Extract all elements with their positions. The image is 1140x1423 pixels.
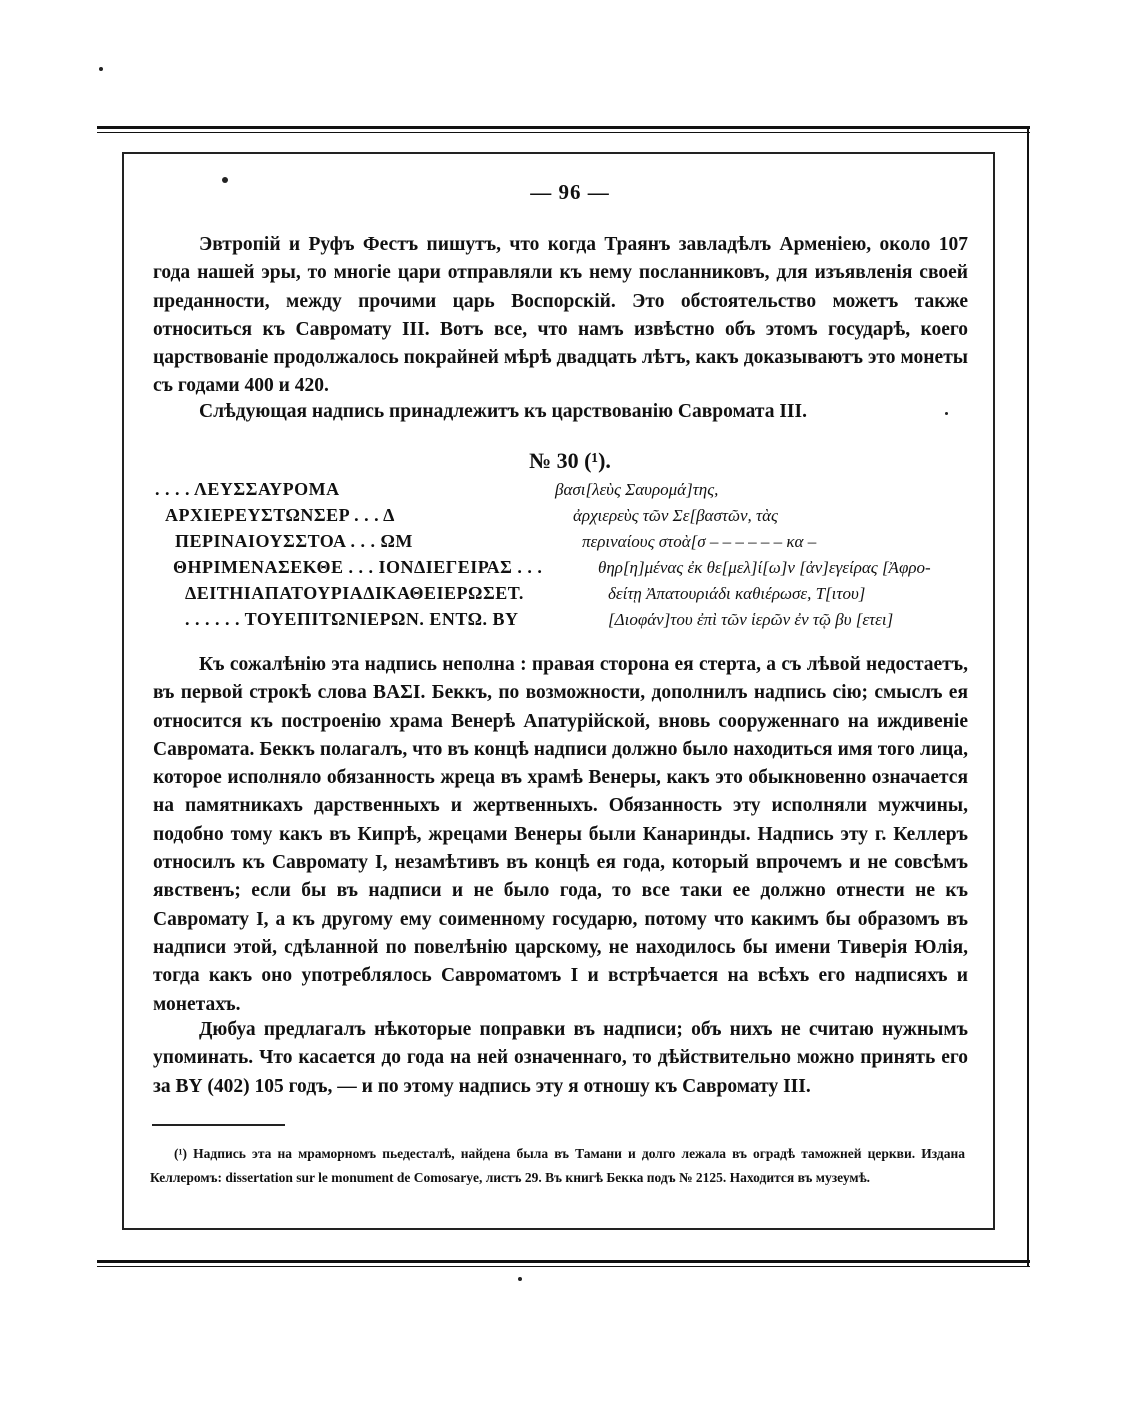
inscription-line-5: ΔΕΙΤΗΙΑΠΑΤΟΥΡΙΑΔΙΚΑΘΕΙΕΡΩΣΕΤ. bbox=[185, 583, 524, 603]
ink-speck bbox=[99, 67, 103, 71]
restoration-line-2: ἀρχιερεὺς τῶν Σε[βαστῶν, τὰς bbox=[573, 506, 778, 525]
inscription-line-2: ΑΡΧΙΕΡΕΥΣΤΩΝΣΕΡ . . . Δ bbox=[165, 505, 395, 525]
top-rule bbox=[97, 126, 1030, 129]
inscription-heading: № 30 (¹). bbox=[529, 448, 611, 473]
paragraph-1: Эвтропій и Руфъ Фестъ пишутъ, что когда Траянъ завладѣлъ Арменіею, около 107 года нашей эры, то многіе цари отправляли къ нему посланниковъ, для изъявленія своей преданности, между прочими царь Воспорскій. Это обстоятельство можетъ также относиться къ Савромату III. Вотъ все, что намъ извѣстно объ этомъ государѣ, коего царствованіе продолжалось покрайней мѣрѣ двадцать лѣтъ, какъ доказываютъ это монеты съ годами 400 и 420. bbox=[153, 234, 968, 397]
inscription-line-6: . . . . . . ΤΟΥΕΠΙΤΩΝΙΕΡΩΝ. ΕΝΤΩ. ΒΥ bbox=[185, 609, 519, 629]
restoration-line-1: βασι[λεὺς Σαυρομά]της, bbox=[555, 480, 719, 499]
page-number: — 96 — bbox=[530, 180, 610, 204]
footnote-separator bbox=[152, 1124, 285, 1126]
footnote: (¹) Надпись эта на мраморномъ пьедесталѣ, найдена была въ Тамани и долго лежала въ оградѣ таможней церкви. Издана Келлеромъ: dissertation sur le monument de Comosarye, листъ 29. Въ книгѣ Бекка подъ № 2125. Находится въ музеумѣ. bbox=[150, 1146, 965, 1185]
inscription-line-4: ΘΗΡΙΜΕΝΑΣΕΚΘΕ . . . ΙΟΝΔΙΕΓΕΙΡΑΣ . . . bbox=[173, 557, 543, 577]
right-rule bbox=[1027, 126, 1029, 1266]
paragraph-3: Къ сожалѣнію эта надпись неполна : правая сторона ея стерта, а съ лѣвой недостаетъ, въ первой строкѣ слова ΒΑΣΙ. Беккъ, по возможности, дополнилъ надпись сію; смыслъ ея относится къ построенію храма Венерѣ Апатурійской, вновь сооруженнаго на иждивеніе Савромата. Беккъ полагалъ, что въ концѣ надписи должно было находиться имя того лица, которое исполняло обязанность жреца въ храмѣ Венеры, какъ это обыкновенно означается на памятникахъ дарственныхъ и жертвенныхъ. Обязанность эту исполняли мужчины, подобно тому какъ въ Кипрѣ, жрецами Венеры были Канаринды. Надпись эту г. Келлеръ относилъ къ Савромату I, незамѣтивъ въ концѣ ея года, который впрочемъ и не совсѣмъ явственъ; если бы въ надписи и не было года, то все таки ее должно отнести не къ Савромату I, а къ другому ему соименному государю, потому что какимъ бы образомъ въ надписи этой, сдѣланной по повелѣнію царскому, не находилось бы имени Тиверія Юлія, тогда какъ оно употреблялось Савроматомъ I и встрѣчается на всѣхъ его надписяхъ и монетахъ. bbox=[153, 654, 968, 1015]
bottom-rule-thin bbox=[97, 1266, 1030, 1267]
paragraph-2: Слѣдующая надпись принадлежитъ къ царствованію Савромата III. bbox=[199, 401, 807, 422]
ink-speck bbox=[518, 1277, 522, 1281]
inscription-line-1: . . . . ΛΕΥΣΣΑΥΡΟΜΑ bbox=[155, 479, 340, 499]
inscription-line-3: ΠΕΡΙΝΑΙΟΥΣΣΤΟΑ . . . ΩΜ bbox=[175, 531, 413, 551]
top-rule-thin bbox=[97, 132, 1030, 133]
bottom-rule bbox=[97, 1260, 1030, 1263]
restoration-line-4: θηρ[η]μένας ἐκ θε[μελ]ί[ω]ν [ἀν]εγείρας [Ἀφρο- bbox=[598, 558, 931, 577]
restoration-line-5: δείτῃ Ἀπατουριάδι καθιέρωσε, Τ[ιτου] bbox=[608, 584, 866, 603]
restoration-line-3: περιναίους στοὰ[σ – – – – – – κα – bbox=[582, 532, 817, 551]
paragraph-4: Дюбуа предлагалъ нѣкоторые поправки въ надписи; объ нихъ не считаю нужнымъ упоминать. Что касается до года на ней означеннаго, то дѣйствительно можно принять его за ΒΥ (402) 105 годъ, — и по этому надпись эту я отношу къ Савромату III. bbox=[153, 1019, 968, 1097]
restoration-line-6: [Διοφάν]του ἐπὶ τῶν ἱερῶν ἐν τῷ βυ [ετει] bbox=[608, 610, 894, 629]
